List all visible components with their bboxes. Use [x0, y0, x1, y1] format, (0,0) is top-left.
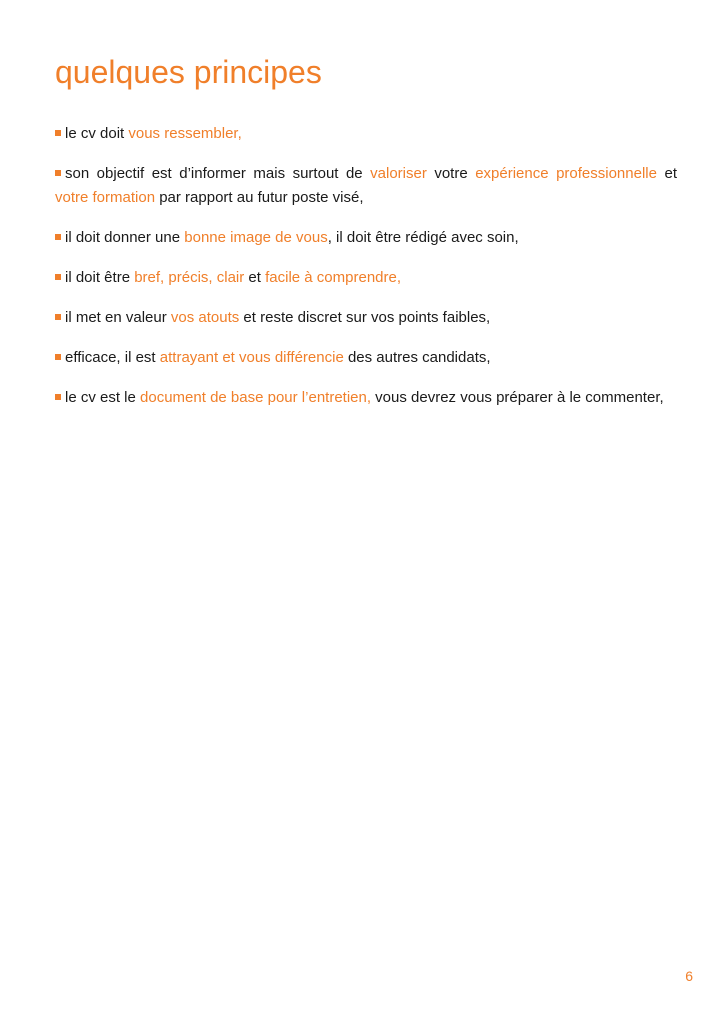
highlighted-text: valoriser [370, 165, 427, 182]
body-text: il doit être [65, 269, 135, 286]
page-title: quelques principes [55, 54, 322, 90]
bullet-list [55, 122, 677, 426]
square-bullet-icon [55, 274, 61, 280]
body-text: des autres candidats, [343, 349, 491, 366]
body-text: et [244, 269, 266, 286]
bullet-item [55, 266, 677, 290]
highlighted-text: expérience professionnelle [475, 165, 657, 182]
body-text: votre [426, 165, 476, 182]
body-text: vous devrez vous préparer à le commenter, [371, 389, 664, 406]
body-text: il doit donner une [65, 229, 185, 246]
body-text: , il doit être rédigé avec soin, [327, 229, 519, 246]
body-text: il met en valeur [65, 309, 171, 326]
highlighted-text: document de base pour l’entretien, [140, 389, 372, 406]
body-text: le cv doit [65, 125, 129, 142]
square-bullet-icon [55, 354, 61, 360]
highlighted-text: votre formation [55, 189, 156, 206]
body-text: efficace, il est [65, 349, 160, 366]
body-text: son objectif est d’informer mais surtout de [65, 165, 371, 182]
highlighted-text: attrayant et vous différencie [159, 349, 344, 366]
highlighted-text: facile à comprendre, [265, 269, 402, 286]
bullet-item [55, 306, 677, 330]
body-text: par rapport au futur poste visé, [155, 189, 364, 206]
bullet-item [55, 162, 677, 210]
square-bullet-icon [55, 234, 61, 240]
square-bullet-icon [55, 170, 61, 176]
highlighted-text: vos atouts [170, 309, 240, 326]
bullet-item [55, 386, 677, 410]
highlighted-text: vous ressembler, [128, 125, 242, 142]
square-bullet-icon [55, 394, 61, 400]
body-text: le cv est le [65, 389, 141, 406]
square-bullet-icon [55, 130, 61, 136]
page-number: 6 [685, 968, 693, 984]
highlighted-text: bonne image de vous [184, 229, 328, 246]
bullet-item [55, 226, 677, 250]
body-text: et [656, 165, 677, 182]
bullet-item [55, 346, 677, 370]
bullet-item [55, 122, 677, 146]
body-text: et reste discret sur vos points faibles, [239, 309, 491, 326]
square-bullet-icon [55, 314, 61, 320]
highlighted-text: bref, précis, clair [134, 269, 245, 286]
